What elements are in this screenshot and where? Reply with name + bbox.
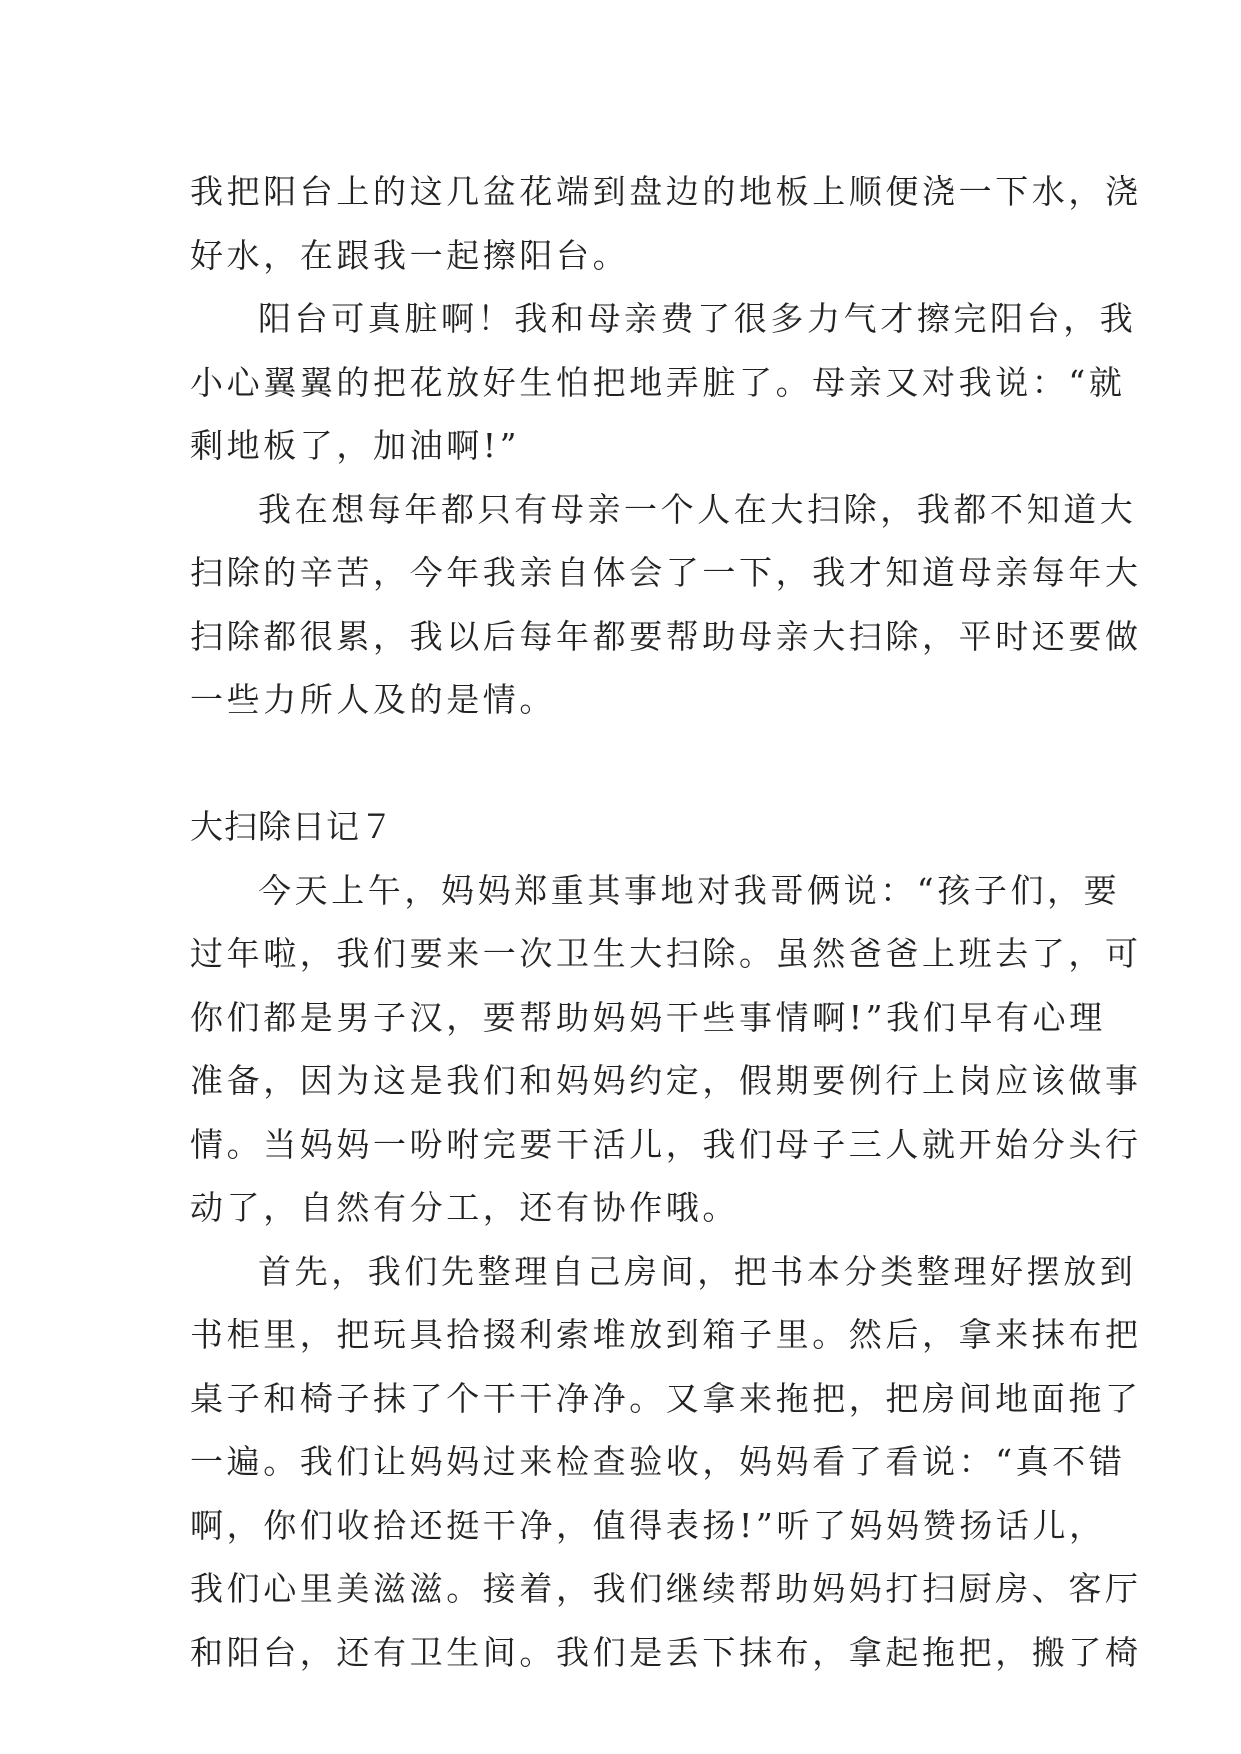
- text-line: 我把阳台上的这几盆花端到盘边的地板上顺便浇一下水，浇: [190, 172, 1142, 211]
- text-line: 动了，自然有分工，还有协作哦。: [190, 1188, 739, 1227]
- text-line: 一遍。我们让妈妈过来检查验收，妈妈看了看说：“真不错: [190, 1442, 1126, 1481]
- paragraph-gap: [190, 732, 1050, 796]
- text-line: 扫除的辛苦，今年我亲自体会了一下，我才知道母亲每年大: [190, 553, 1142, 592]
- text-line: 你们都是男子汉，要帮助妈妈干些事情啊!”我们早有心理: [190, 997, 1106, 1037]
- text-line: 小心翼翼的把花放好生怕把地弄脏了。母亲又对我说：“就: [190, 362, 1126, 402]
- text-line: 一些力所人及的是情。: [190, 680, 556, 719]
- text-line: 我们心里美滋滋。接着，我们继续帮助妈妈打扫厨房、客厅: [190, 1569, 1142, 1608]
- text-line: 准备，因为这是我们和妈妈约定，假期要例行上岗应该做事: [190, 1061, 1142, 1100]
- text-line: 桌子和椅子抹了个干干净净。又拿来拖把，把房间地面拖了: [190, 1378, 1142, 1418]
- text-line: 书柜里，把玩具拾掇利索堆放到箱子里。然后，拿来抹布把: [190, 1315, 1142, 1354]
- text-line: 好水，在跟我一起擦阳台。: [190, 235, 630, 275]
- text-line: 阳台可真脏啊！我和母亲费了很多力气才擦完阳台，我: [258, 299, 1137, 338]
- text-line: 啊，你们收拾还挺干净，值得表扬!”听了妈妈赞扬话儿，: [190, 1505, 1106, 1545]
- text-line: 今天上午，妈妈郑重其事地对我哥俩说：“孩子们，要: [258, 870, 1121, 910]
- section-heading: 大扫除日记７: [190, 807, 394, 846]
- text-line: 扫除都很累，我以后每年都要帮助母亲大扫除，平时还要做: [190, 616, 1142, 656]
- text-line: 我在想每年都只有母亲一个人在大扫除，我都不知道大: [258, 489, 1137, 529]
- paragraph-dirty-balcony: [190, 287, 1137, 478]
- text-line: 和阳台，还有卫生间。我们是丢下抹布，拿起拖把，搬了椅: [190, 1632, 1142, 1672]
- text-line: 过年啦，我们要来一次卫生大扫除。虽然爸爸上班去了，可: [190, 934, 1142, 973]
- text-line: 情。当妈妈一吩咐完要干活儿，我们母子三人就开始分头行: [190, 1124, 1142, 1164]
- paragraph-morning-announcement: [190, 859, 1142, 1240]
- text-line: 剩地板了，加油啊!”: [190, 426, 521, 465]
- paragraph-reflection: [190, 478, 1142, 732]
- paragraph-tidying-rooms: [190, 1240, 1142, 1685]
- text-line: 首先，我们先整理自己房间，把书本分类整理好摆放到: [258, 1251, 1137, 1291]
- paragraph-balcony-flowers: [190, 160, 1142, 287]
- document-body: [190, 160, 1142, 1684]
